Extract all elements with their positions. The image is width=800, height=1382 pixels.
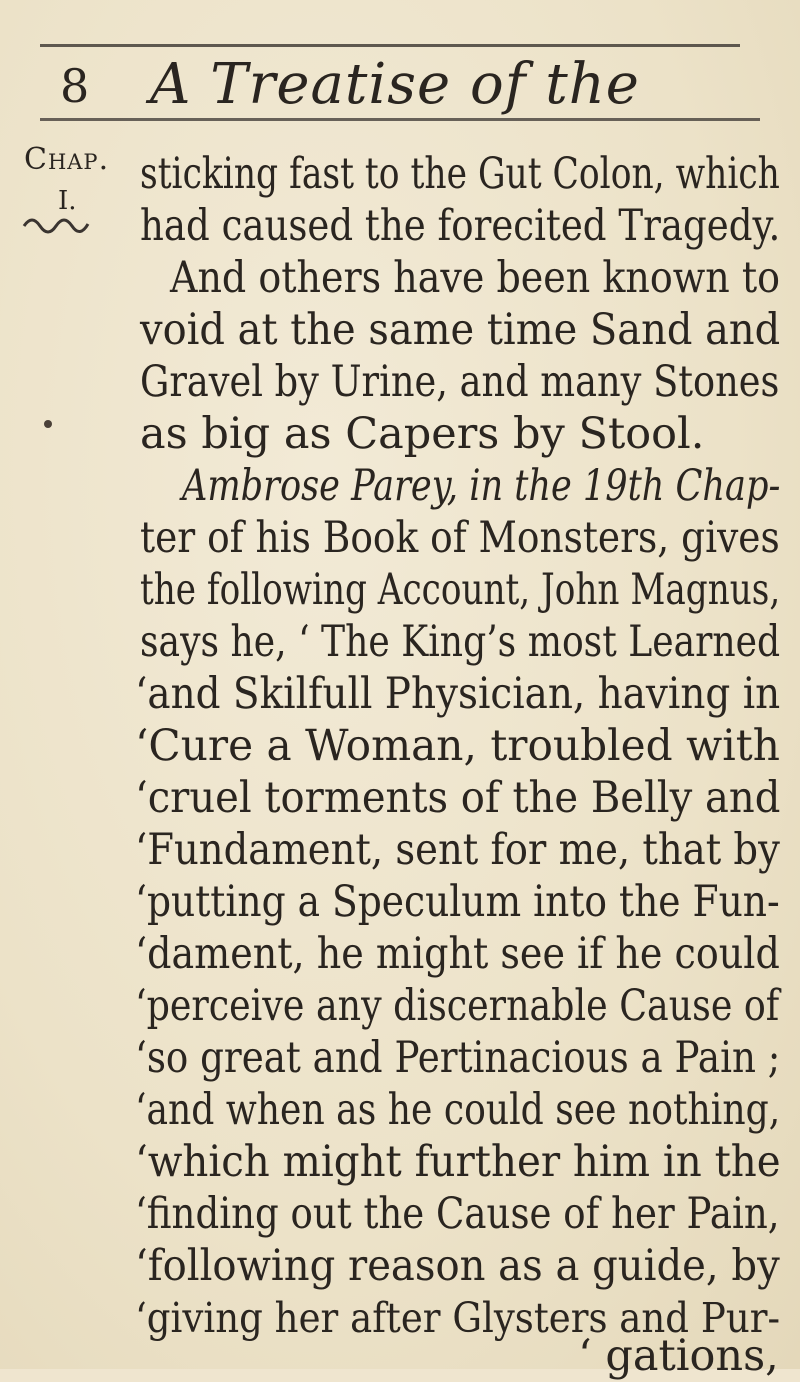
text-line: ‘and when as he could see nothing, <box>135 1085 781 1135</box>
text-line: ter of his Book of Monsters, gives <box>140 513 780 563</box>
text-line: the following Account, John Magnus, <box>140 565 781 615</box>
text-line: Gravel by Urine, and many Stones <box>140 357 780 407</box>
ink-speck <box>44 420 52 428</box>
text-line: ‘putting a Speculum into the Fun- <box>135 877 780 927</box>
text-line: ‘dament, he might see if he could <box>135 929 780 979</box>
text-line: ‘perceive any discernable Cause of <box>135 981 780 1031</box>
text-line: ‘and Skilfull Physician, having in <box>135 669 781 719</box>
text-line: And others have been known to <box>170 253 781 303</box>
text-line: void at the same time Sand and <box>140 305 781 355</box>
text-line: ‘Cure a Woman, troubled with <box>135 721 780 771</box>
text-line: as big as Capers by Stool. <box>140 409 705 459</box>
text-line: Ambrose Parey, in the 19th Chap- <box>182 461 781 511</box>
catchword: ‘ gations, <box>578 1331 779 1381</box>
text-line: ‘cruel torments of the Belly and <box>135 773 781 823</box>
text-line: says he, ‘ The King’s most Learned <box>140 617 781 667</box>
text-line: ‘which might further him in the <box>135 1137 781 1187</box>
chapter-number: I. <box>58 186 77 216</box>
text-line: ‘Fundament, sent for me, that by <box>135 825 780 875</box>
text-line: ‘giving her after Glysters and Pur- <box>135 1294 780 1342</box>
text-line: ‘finding out the Cause of her Pain, <box>135 1189 780 1239</box>
text-line: ‘so great and Pertinacious a Pain ; <box>135 1033 781 1083</box>
page-number: 8 <box>60 59 90 113</box>
text-line: sticking fast to the Gut Colon, which <box>140 149 780 199</box>
running-head: A Treatise of the <box>150 52 640 117</box>
text-line: ‘following reason as a guide, by <box>135 1241 780 1291</box>
chapter-label: Chap. <box>24 142 110 177</box>
text-line: had caused the forecited Tragedy. <box>140 201 781 251</box>
